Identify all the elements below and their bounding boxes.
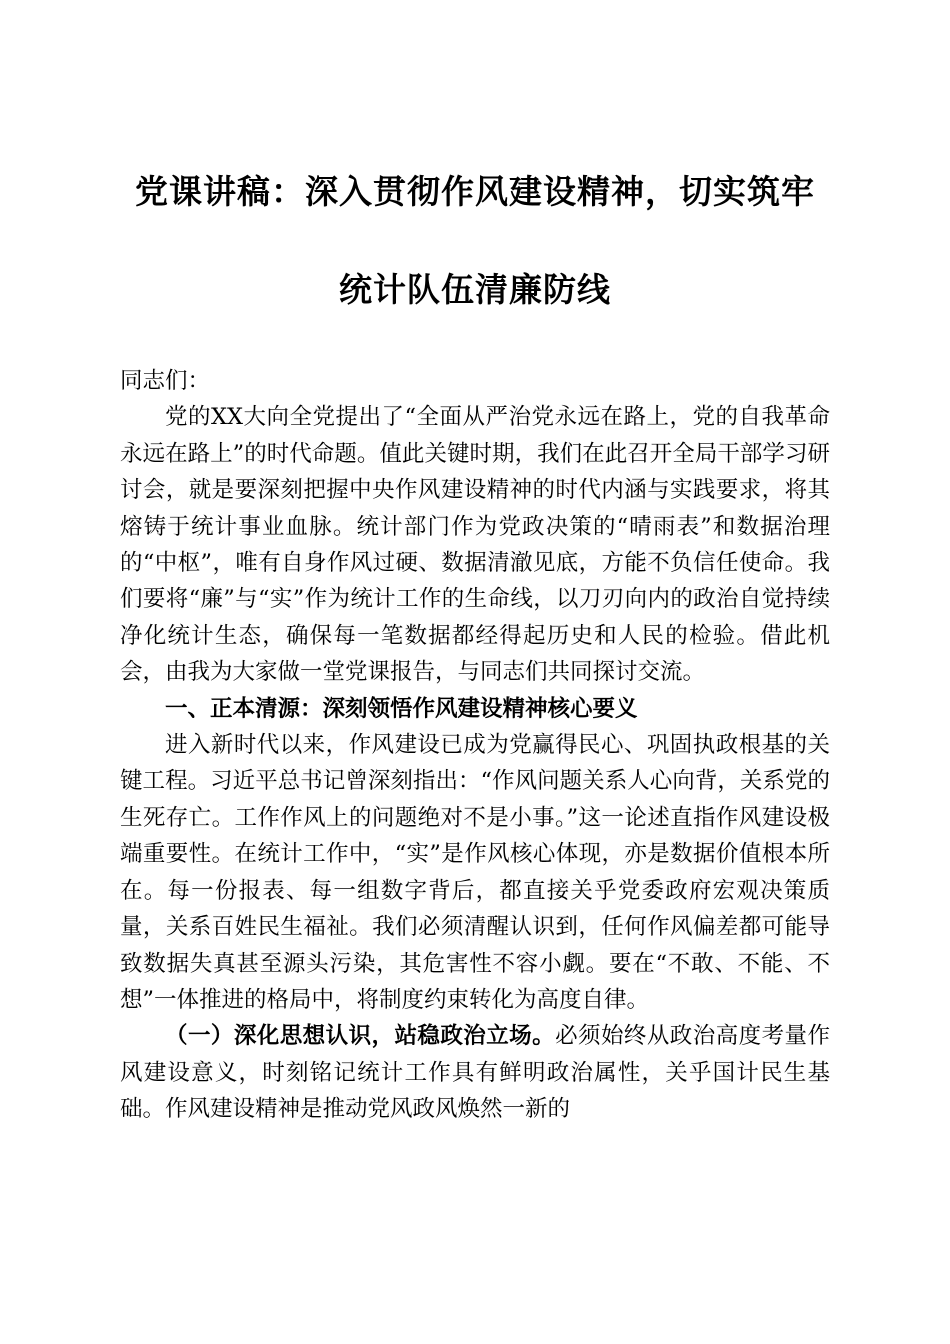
document-title-line-1: 党课讲稿：深入贯彻作风建设精神，切实筑牢 — [135, 172, 815, 211]
section-1-paragraph: 进入新时代以来，作风建设已成为党赢得民心、巩固执政根基的关键工程。习近平总书记曾深刻指出：“作风问题关系人心向背，关系党的生死存亡。工作作风上的问题绝对不是小事。”这一论述直指作风建设极端重要性。在统计工作中，“实”是作风核心体现，亦是数据价值根本所在。每一份报表、每一组数字背后，都直接关乎党委政府宏观决策质量，关系百姓民生福祉。我们必须清醒认识到，任何作风偏差都可能导致数据失真甚至源头污染，其危害性不容小觑。要在“不敢、不能、不想”一体推进的格局中，将制度约束转化为高度自律。 — [120, 732, 830, 1013]
subsection-1-lead: （一）深化思想认识，站稳政治立场。 — [165, 1023, 556, 1050]
subsection-1-paragraph — [120, 1018, 830, 1127]
document-title-line-2: 统计队伍清廉防线 — [339, 270, 611, 309]
subsection-1-text: 必须始终从政治高度考量作风建设意义，时刻铭记统计工作具有鲜明政治属性，关乎国计民生基础。作风建设精神是推动党风政风焕然一新的 — [120, 1023, 830, 1123]
document-body — [120, 363, 830, 1128]
salutation: 同志们： — [120, 368, 211, 394]
section-1-heading: 一、正本清源：深刻领悟作风建设精神核心要义 — [165, 695, 638, 722]
intro-paragraph: 党的XX大向全党提出了“全面从严治党永远在路上，党的自我革命永远在路上”的时代命题。值此关键时期，我们在此召开全局干部学习研讨会，就是要深刻把握中央作风建设精神的时代内涵与实践要求，将其熔铸于统计事业血脉。统计部门作为党政决策的“晴雨表”和数据治理的“中枢”，唯有自身作风过硬、数据清澈见底，方能不负信任使命。我们要将“廉”与“实”作为统计工作的生命线，以刀刃向内的政治自觉持续净化统计生态，确保每一笔数据都经得起历史和人民的检验。借此机会，由我为大家做一堂党课报告，与同志们共同探讨交流。 — [120, 404, 830, 686]
